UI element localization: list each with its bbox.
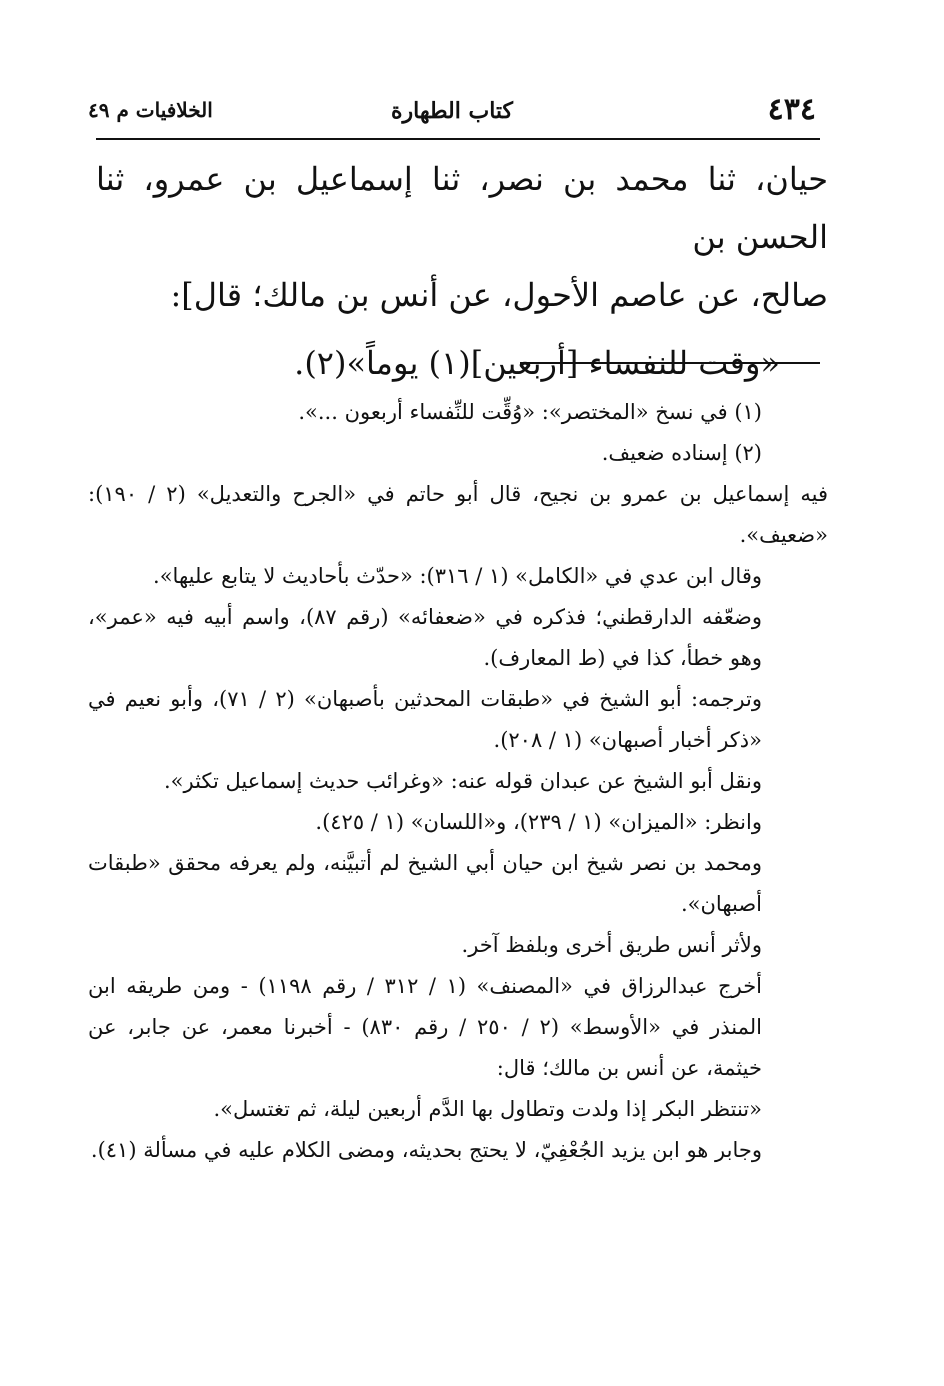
running-head: الخلافيات م ٤٩ xyxy=(88,98,213,122)
footnote-paragraph: ومحمد بن نصر شيخ ابن حيان أبي الشيخ لم أتبيَّنه، ولم يعرفه محقق «طبقات أصبهان». xyxy=(88,851,762,916)
footnotes xyxy=(88,392,828,1171)
main-quote: «وقت للنفساء [أربعين](١) يوماً»(٢). xyxy=(294,344,780,382)
footnote-paragraph: «تنتظر البكر إذا ولدت وتطاول بها الدَّم أربعين ليلة، ثم تغتسل». xyxy=(213,1097,762,1121)
page-header xyxy=(88,92,816,132)
footnote-paragraph: ونقل أبو الشيخ عن عبدان قوله عنه: «وغرائب حديث إسماعيل تكثر». xyxy=(163,769,762,793)
main-line: حيان، ثنا محمد بن نصر، ثنا إسماعيل بن عمرو، ثنا الحسن بن xyxy=(96,160,828,256)
footnote-paragraph: وضعّفه الدارقطني؛ فذكره في «ضعفائه» (رقم ٨٧)، واسم أبيه فيه «عمر»، وهو خطأ، كذا في (ط المعارف). xyxy=(88,605,762,670)
header-rule xyxy=(96,138,820,140)
footnote-paragraph: وقال ابن عدي في «الكامل» (١ / ٣١٦): «حدّث بأحاديث لا يتابع عليها». xyxy=(153,564,762,588)
footnote-separator xyxy=(520,362,820,364)
footnote-paragraph: وجابر هو ابن يزيد الجُعْفِيّ، لا يحتج بحديثه، ومضى الكلام عليه في مسألة (٤١). xyxy=(90,1138,762,1162)
footnote-paragraph: وانظر: «الميزان» (١ / ٢٣٩)، و«اللسان» (١ / ٤٢٥). xyxy=(315,810,762,834)
book-title: كتاب الطهارة xyxy=(390,98,514,124)
footnote: (١) في نسخ «المختصر»: «وُقِّت للنِّفساء أربعون ...». xyxy=(298,400,762,424)
footnote-paragraph: أخرج عبدالرزاق في «المصنف» (١ / ٣١٢ / رقم ١١٩٨) - ومن طريقه ابن المنذر في «الأوسط» (٢ / ٢٥٠ / رقم ٨٣٠) - أخبرنا معمر، عن جابر، عن خيثمة، عن أنس بن مالك؛ قال: xyxy=(88,974,763,1080)
footnote-paragraph: ولأثر أنس طريق أخرى وبلفظ آخر. xyxy=(461,933,762,957)
footnote-paragraph: فيه إسماعيل بن عمرو بن نجيح، قال أبو حاتم في «الجرح والتعديل» (٢ / ١٩٠): «ضعيف». xyxy=(88,482,828,547)
page-number: ٤٣٤ xyxy=(767,92,816,127)
footnote-paragraph: وترجمه: أبو الشيخ في «طبقات المحدثين بأصبهان» (٢ / ٧١)، وأبو نعيم في «ذكر أخبار أصبهان» (١ / ٢٠٨). xyxy=(88,687,763,752)
main-text xyxy=(96,150,828,392)
footnote: (٢) إسناده ضعيف. xyxy=(601,441,762,465)
main-line: صالح، عن عاصم الأحول، عن أنس بن مالك؛ قال]: xyxy=(170,276,828,314)
